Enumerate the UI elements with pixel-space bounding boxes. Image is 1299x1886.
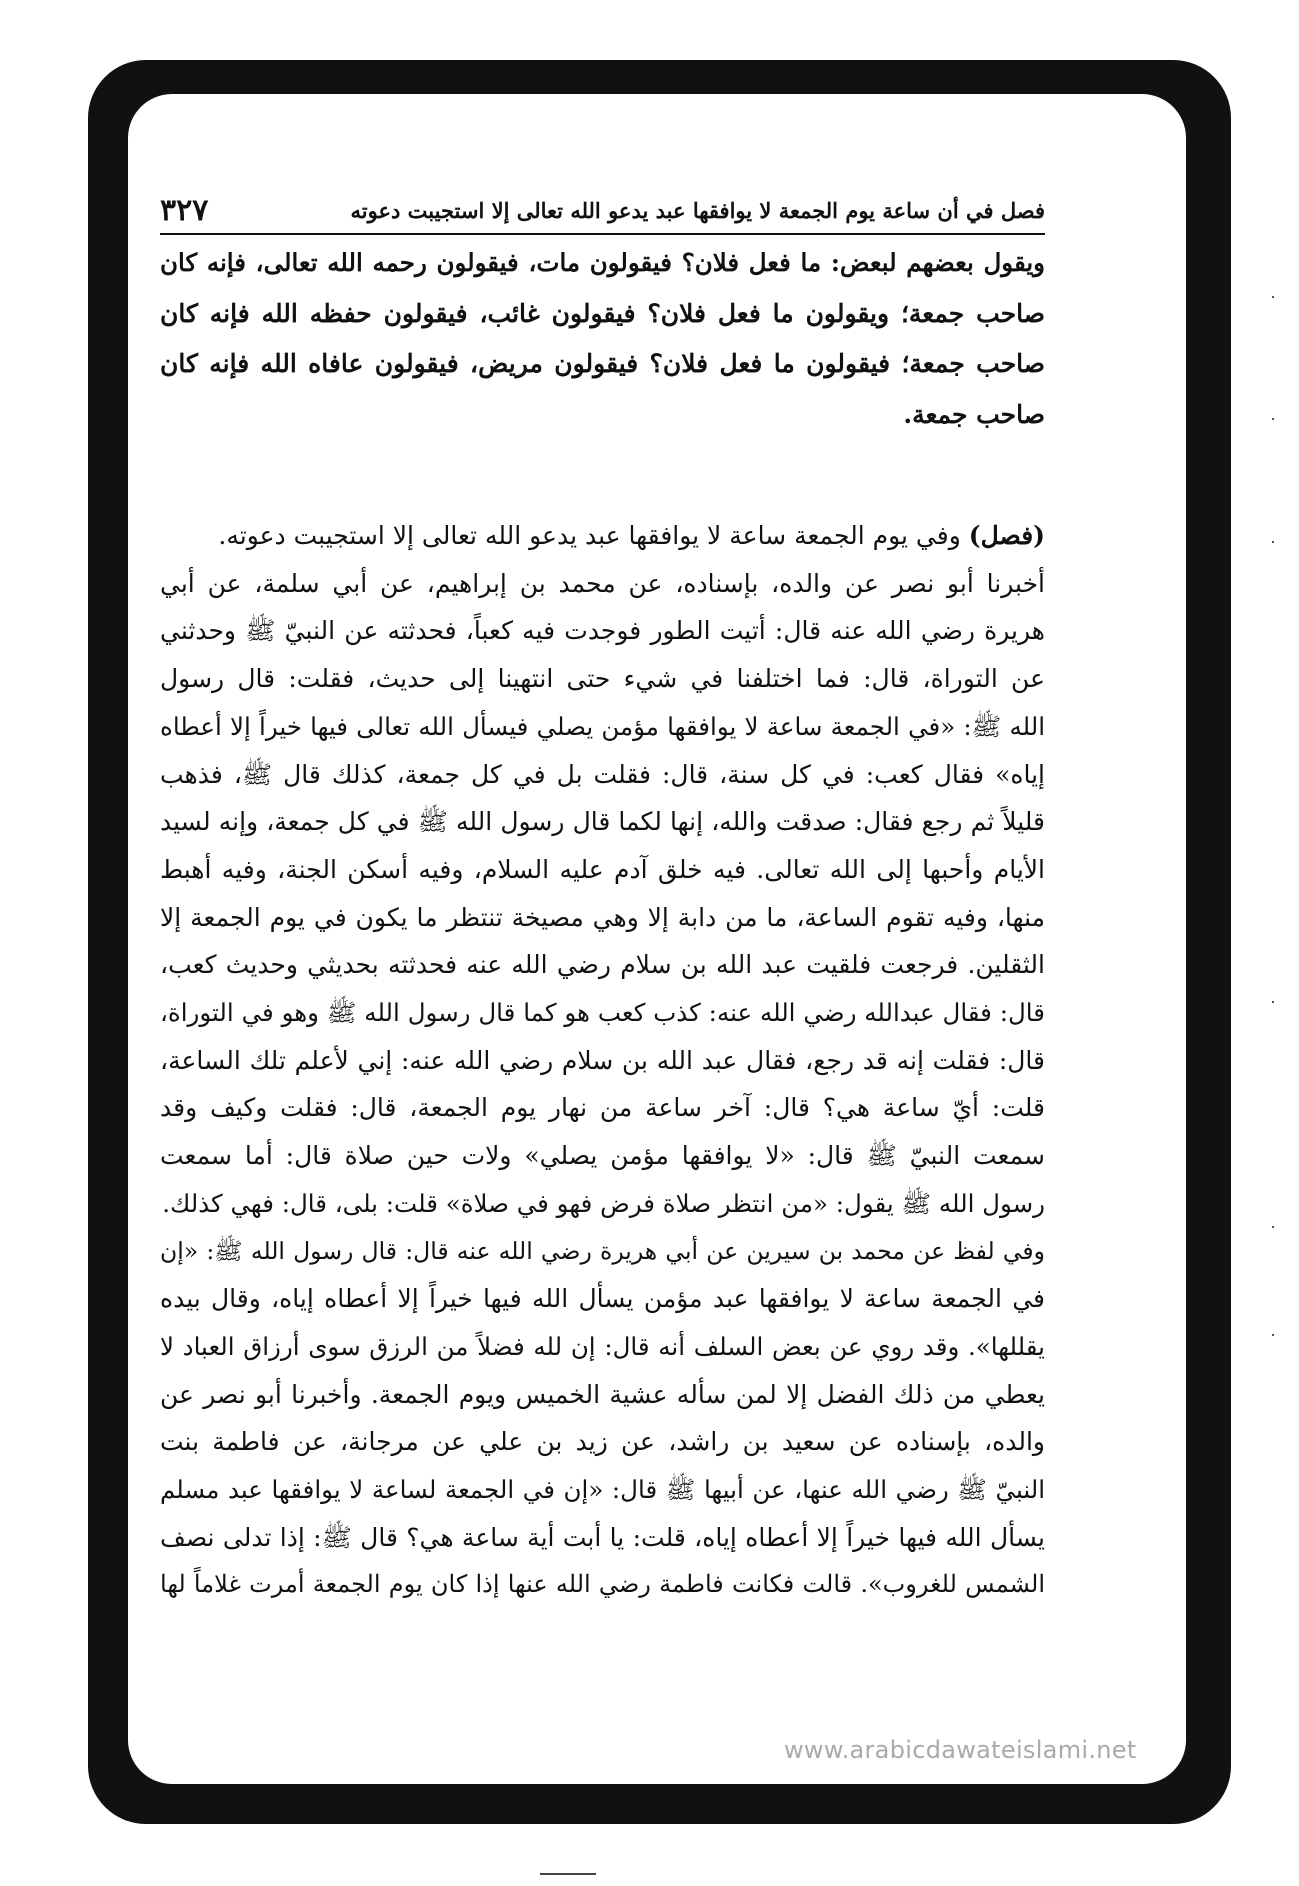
section-body (160, 512, 1045, 1609)
watermark-url: www.arabicdawateislami.net (784, 1736, 1137, 1764)
text-line: يعطي من ذلك الفضل إلا لمن سأله عشية الخميس ويوم الجمعة. وأخبرنا أبو نصر عن (160, 1379, 1045, 1409)
text-line: ويقول بعضهم لبعض: ما فعل فلان؟ فيقولون مات، فيقولون رحمه الله تعالى، فإنه كان (160, 248, 1045, 277)
text-line: سمعت النبيّ ﷺ قال: «لا يوافقها مؤمن يصلي» ولات حين صلاة قال: أما سمعت (160, 1141, 1045, 1171)
text-line: صاحب جمعة. (903, 399, 1045, 429)
text-line: النبيّ ﷺ رضي الله عنها، عن أبيها ﷺ قال: «إن في الجمعة لساعة لا يوافقها عبد مسلم (160, 1475, 1045, 1505)
scan-edge-marks (1264, 0, 1284, 1886)
running-header (160, 192, 1045, 228)
text-line: عن التوراة، قال: فما اختلفنا في شيء حتى انتهينا إلى حديث، فقلت: قال رسول (160, 664, 1045, 694)
text-line: يقللها». وقد روي عن بعض السلف أنه قال: إن لله فضلاً من الرزق سوى أرزاق العباد لا (160, 1331, 1045, 1361)
text-line: قال: فقال عبدالله رضي الله عنه: كذب كعب هو كما قال رسول الله ﷺ وهو في التوراة، (160, 998, 1045, 1028)
section-label: (فصل) (968, 521, 1045, 550)
text-line: يسأل الله فيها خيراً إلا أعطاه إياه، قلت: يا أبت أية ساعة هي؟ قال ﷺ: إذا تدلى نصف (160, 1522, 1045, 1552)
text-line: منها، وفيه تقوم الساعة، ما من دابة إلا وهي مصيخة تنتظر ما يكون في يوم الجمعة إلا (160, 902, 1045, 932)
text-line: الشمس للغروب». قالت فكانت فاطمة رضي الله عنها إذا كان يوم الجمعة أمرت غلاماً لها (160, 1570, 1045, 1599)
text-line: أخبرنا أبو نصر عن والده، بإسناده، عن محمد بن إبراهيم، عن أبي سلمة، عن أبي (160, 568, 1045, 598)
text-line: قليلاً ثم رجع فقال: صدقت والله، إنها لكما قال رسول الله ﷺ في كل جمعة، وإنه لسيد (160, 807, 1045, 837)
text-line: الثقلين. فرجعت فلقيت عبد الله بن سلام رضي الله عنه فحدثته بحديثي وحديث كعب، (160, 950, 1045, 980)
text-line: إياه» فقال كعب: في كل سنة، قال: فقلت بل في كل جمعة، كذلك قال ﷺ، فذهب (160, 759, 1045, 789)
text-line: صاحب جمعة؛ فيقولون ما فعل فلان؟ فيقولون مريض، فيقولون عافاه الله فإنه كان (160, 349, 1045, 378)
text-line: رسول الله ﷺ يقول: «من انتظر صلاة فرض فهو في صلاة» قلت: بلى، قال: فهي كذلك. (162, 1188, 1045, 1218)
text-line: قال: فقلت إنه قد رجع، فقال عبد الله بن سلام رضي الله عنه: إني لأعلم تلك الساعة، (160, 1045, 1045, 1075)
section-title: وفي يوم الجمعة ساعة لا يوافقها عبد يدعو الله تعالى إلا استجيبت دعوته. (218, 521, 961, 550)
page-number: ٣٢٧ (160, 192, 209, 228)
text-line: الأيام وأحبها إلى الله تعالى. فيه خلق آدم عليه السلام، وفيه أسكن الجنة، وفيه أهبط (160, 854, 1045, 884)
text-line: والده، بإسناده عن سعيد بن راشد، عن زيد بن علي عن مرجانة، عن فاطمة بنت (160, 1427, 1045, 1457)
text-line: صاحب جمعة؛ ويقولون ما فعل فلان؟ فيقولون غائب، فيقولون حفظه الله فإنه كان (160, 298, 1045, 328)
text-line: في الجمعة ساعة لا يوافقها عبد مؤمن يسأل الله فيها خيراً إلا أعطاه إياه، وقال بيده (160, 1284, 1045, 1314)
header-rule (160, 233, 1045, 235)
opening-paragraph (160, 238, 1045, 440)
text-line: وفي لفظ عن محمد بن سيرين عن أبي هريرة رضي الله عنه قال: قال رسول الله ﷺ: «إن (160, 1236, 1045, 1265)
section-heading (160, 512, 1045, 560)
text-line: هريرة رضي الله عنه قال: أتيت الطور فوجدت فيه كعباً، فحدثته عن النبيّ ﷺ وحدثني (160, 616, 1045, 646)
text-line: قلت: أيّ ساعة هي؟ قال: آخر ساعة من نهار يوم الجمعة، قال: فقلت وكيف وقد (160, 1093, 1045, 1123)
chapter-title: فصل في أن ساعة يوم الجمعة لا يوافقها عبد يدعو الله تعالى إلا استجيبت دعوته (350, 197, 1045, 223)
scan-bottom-mark (540, 1873, 596, 1875)
text-line: الله ﷺ: «في الجمعة ساعة لا يوافقها مؤمن يصلي فيسأل الله تعالى فيها خيراً إلا أعطاه (160, 711, 1045, 741)
